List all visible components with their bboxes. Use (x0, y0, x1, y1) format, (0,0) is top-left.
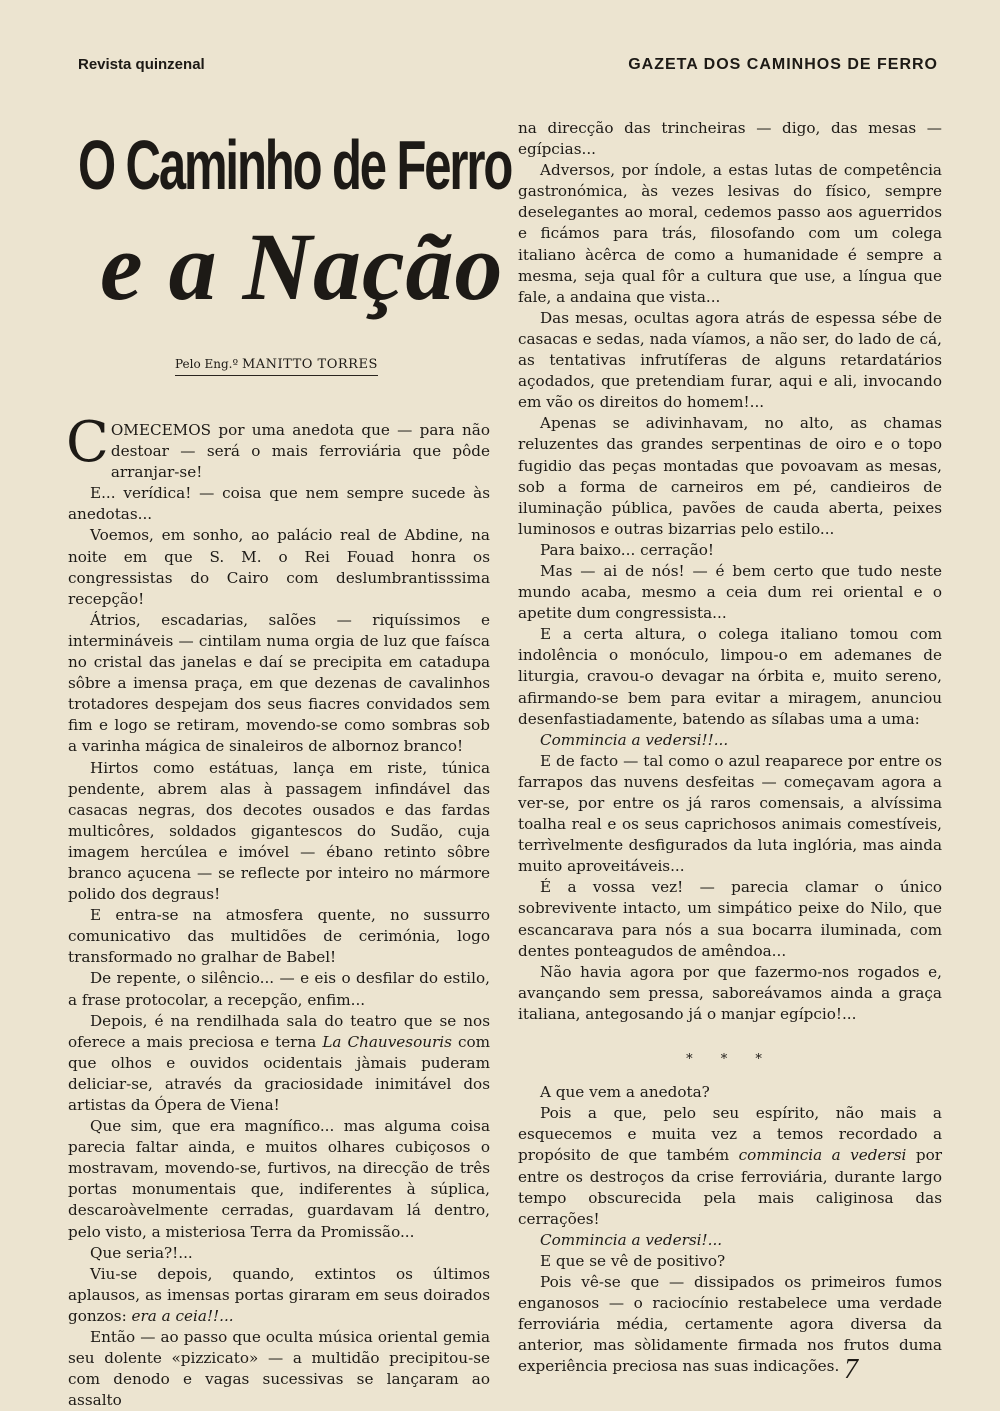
right-column (518, 118, 942, 1377)
paragraph: Mas — ai de nós! — é bem certo que tudo neste mundo acaba, mesmo a ceia dum rei oriental e o apetite dum congressista... (518, 561, 942, 623)
paragraph-text: OMECEMOS por uma anedota que — para não destoar — será o mais ferroviária que pôde arranjar-se! (110, 421, 490, 482)
paragraph: De repente, o silêncio... — e eis o desfilar do estilo, a frase protocolar, a recepção, enfim... (68, 969, 490, 1009)
section-separator: * * * (686, 1052, 774, 1068)
paragraph: A que vem a anedota? (540, 1083, 710, 1102)
italic-phrase: Commincia a vedersi!!... (540, 730, 729, 749)
byline-prefix: Pelo Eng.º (175, 357, 239, 371)
paragraph: E que se vê de positivo? (540, 1251, 726, 1270)
italic-phrase: era a ceia!!... (131, 1306, 234, 1325)
header-left: Revista quinzenal (78, 56, 205, 73)
paragraph (518, 730, 942, 751)
paragraph (68, 1264, 490, 1327)
article-title-line1: O Caminho de Ferro (78, 126, 512, 204)
paragraph-text: Depois, é na rendilhada sala do teatro que se nos oferece a mais preciosa e terna (68, 1011, 490, 1051)
article-title-line2: e a Nação (100, 213, 504, 320)
left-column (66, 410, 490, 1411)
paragraph: Que seria?!... (90, 1243, 193, 1262)
paragraph-text: Pois a que, pelo seu espírito, não mais a esquecemos e muita vez a temos recordado a propósito de que também (518, 1104, 942, 1165)
paragraph: Adversos, por índole, a estas lutas de competência gastronómica, às vezes lesivas do físico, sempre deselegantes ao moral, cedemos passo aos aguerridos e ficámos para trás, filosofando com um colega italiano àcêrca de como a humanidade é sempre a mesma, seja qual fôr a cultura que use, a língua que fale, a andaina que vista... (518, 161, 942, 306)
paragraph: E entra-se na atmosfera quente, no sussurro comunicativo das multidões de cerimónia, logo transformado no gralhar de Babel! (68, 906, 490, 967)
paragraph-text: por entre os destroços da crise ferroviária, durante largo tempo obscurecida pela mais caliginosa das cerrações! (518, 1146, 942, 1228)
paragraph: E de facto — tal como o azul reaparece por entre os farrapos das nuvens desfeitas — começavam agora a ver-se, por entre os já raros comensais, a alvíssima toalha real e os seus caprichosos animais comestíveis, terrìvelmente desfigurados da luta inglória, mas ainda muito aproveitáveis... (518, 751, 942, 876)
paragraph (518, 1230, 942, 1251)
paragraph: na direcção das trincheiras — digo, das mesas — egípcias... (518, 119, 942, 159)
paragraph (68, 1011, 490, 1116)
drop-cap: C (66, 410, 109, 475)
paragraph: Das mesas, ocultas agora atrás de espessa sébe de casacas e sedas, nada víamos, a não ser, do lado de cá, as tentativas infrutíferas de alguns retardatários açodados, que pretendiam furar, aqui e ali, invocando em vão os direitos do homem!... (518, 308, 942, 412)
byline-author: MANITTO TORRES (241, 357, 378, 372)
paragraph: É a vossa vez! — parecia clamar o único sobrevivente intacto, um simpático peixe do Nilo, que escancarava para nós a sua bocarra iluminada, com dentes ponteagudos de amêndoa... (518, 878, 942, 960)
paragraph-text: Viu-se depois, quando, extintos os últimos aplausos, as imensas portas giraram em seus doirados gonzos: (68, 1264, 490, 1325)
paragraph: Não havia agora por que fazermo-nos rogados e, avançando sem pressa, saboreávamos ainda a graça italiana, antegosando já o manjar egípcio!... (518, 962, 942, 1023)
paragraph (518, 1103, 942, 1230)
italic-phrase: commincia a vedersi (738, 1146, 907, 1165)
paragraph: Pois vê-se que — dissipados os primeiros fumos enganosos — o raciocínio restabelece uma verdade ferroviária média, certamente agora diversa da anterior, mas sòlidamente firmada nos frutos duma experiência preciosa nas suas indicações. (518, 1272, 942, 1376)
paragraph: Para baixo... cerração! (540, 540, 714, 559)
page-number: 7 (844, 1354, 858, 1385)
italic-title: La Chauvesouris (322, 1032, 452, 1051)
byline (175, 357, 378, 376)
paragraph (66, 410, 490, 483)
paragraph: Então — ao passo que oculta música oriental gemia seu dolente «pizzicato» — a multidão precipitou-se com denodo e vagas sucessivas se lançaram ao assalto (68, 1328, 490, 1410)
paragraph-text: com que olhos e ouvidos ocidentais jàmais puderam deliciar-se, através da graciosidade inimitável dos artistas da Ópera de Viena! (68, 1032, 490, 1114)
paragraph: Voemos, em sonho, ao palácio real de Abdine, na noite em que S. M. o Rei Fouad honra os congressistas do Cairo com deslumbrantisssima recepção! (68, 526, 490, 608)
paragraph: E... verídica! — coisa que nem sempre sucede às anedotas... (68, 484, 490, 524)
paragraph: Que sim, que era magnífico... mas alguma coisa parecia faltar ainda, e muitos olhares cubiçosos o mostravam, movendo-se, furtivos, na direcção de três portas monumentais que, indiferentes à súplica, descaroàvelmente cerradas, guardavam lá dentro, pelo visto, a misteriosa Terra da Promissão... (68, 1117, 490, 1241)
paragraph: Hirtos como estátuas, lança em riste, túnica pendente, abrem alas à passagem infindável das casacas negras, dos decotes ousados e das fardas multicôres, soldados gigantescos do Sudão, cuja imagem hercúlea e imóvel — ébano retinto sôbre branco açucena — se reflecte por inteiro no mármore polido dos degraus! (68, 758, 490, 904)
paragraph: Apenas se adivinhavam, no alto, as chamas reluzentes das grandes serpentinas de oiro e o topo fugidio das peças montadas que povoavam as mesas, sob a forma de carneiros em pé, candieiros de iluminação pública, pavões de cauda aberta, peixes luminosos e outras bizarrias pelo estilo... (518, 414, 942, 538)
italic-phrase: Commincia a vedersi!... (540, 1230, 723, 1249)
paragraph: Átrios, escadarias, salões — riquíssimos e intermináveis — cintilam numa orgia de luz que faísca no cristal das janelas e daí se precipita em catadupa sôbre a imensa praça, em que dezenas de cavalinhos trotadores despejam dos seus fiacres convidados sem fim e logo se retiram, movendo-se como sombras sob a varinha mágica de sinaleiros de albornoz branco! (68, 610, 490, 756)
paragraph: E a certa altura, o colega italiano tomou com indolência o monóculo, limpou-o em ademanes de liturgia, cravou-o devagar na órbita e, muito sereno, afirmando-se bem para evitar a miragem, anunciou desenfastiadamente, batendo as sílabas uma a uma: (518, 625, 942, 728)
header-right: GAZETA DOS CAMINHOS DE FERRO (628, 56, 938, 73)
